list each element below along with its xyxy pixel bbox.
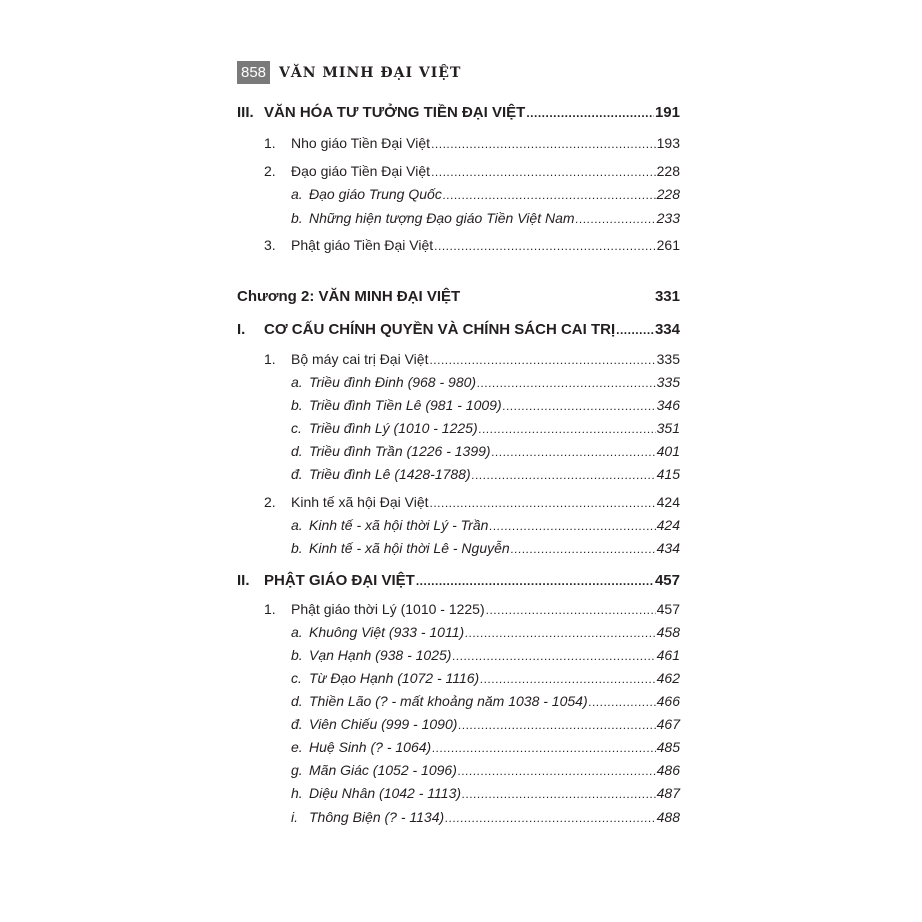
dot-leader [526,106,654,120]
dot-leader [480,672,655,686]
dot-leader [431,137,656,151]
toc-page: 335 [656,351,680,367]
toc-label: Huệ Sinh (? - 1064) [309,739,432,755]
toc-number: đ. [291,716,303,732]
toc-label: Đạo giáo Trung Quốc [309,186,442,202]
toc-number: 1. [264,601,276,617]
toc-label: Bộ máy cai trị Đại Việt [291,351,429,367]
toc-page: 457 [654,572,680,589]
dot-leader [462,787,656,801]
toc-number: đ. [291,466,303,482]
toc-section [237,321,680,338]
dot-leader [445,811,655,825]
toc-label: Khuông Việt (933 - 1011) [309,624,465,640]
toc-subitem [291,466,680,482]
toc-label: CƠ CẤU CHÍNH QUYỀN VÀ CHÍNH SÁCH CAI TRỊ [264,321,616,338]
toc-section [237,104,680,121]
toc-number: h. [291,785,303,801]
toc-subitem [291,762,680,778]
dot-leader [452,649,655,663]
toc-page: 466 [656,693,680,709]
toc-number: a. [291,624,303,640]
dot-leader [432,741,655,755]
toc-number: III. [237,104,254,121]
running-header [237,61,461,84]
toc-page: 191 [654,104,680,121]
toc-page: 434 [656,540,680,556]
toc-number: I. [237,321,246,338]
toc-label: Triều đình Lý (1010 - 1225) [309,420,478,436]
toc-page: 488 [656,809,680,825]
toc-subitem [291,809,680,825]
toc-number: 2. [264,494,276,510]
toc-page: 458 [656,624,680,640]
toc-number: b. [291,540,303,556]
toc-number: d. [291,443,303,459]
toc-label: Phật giáo Tiền Đại Việt [291,237,434,253]
dot-leader [479,422,656,436]
toc-page: 462 [656,670,680,686]
page-number-badge: 858 [237,61,270,84]
toc-page: 228 [656,186,680,202]
toc-label: Thiền Lão (? - mất khoảng năm 1038 - 1054) [309,693,588,709]
toc-number: 1. [264,351,276,367]
toc-subitem [291,716,680,732]
toc-page: 261 [656,237,680,253]
toc-page: 335 [656,374,680,390]
toc-label: Kinh tế - xã hội thời Lý - Trần [309,517,489,533]
toc-label: Triều đình Tiền Lê (981 - 1009) [309,397,502,413]
dot-leader [434,239,655,253]
toc-item [264,163,680,179]
toc-number: c. [291,420,302,436]
toc-number: 3. [264,237,276,253]
dot-leader [576,212,656,226]
toc-label: Diệu Nhân (1042 - 1113) [309,785,462,801]
toc-subitem [291,670,680,686]
dot-leader [589,695,656,709]
toc-number: 2. [264,163,276,179]
toc-subitem [291,420,680,436]
toc-page: 424 [656,494,680,510]
dot-leader [431,165,656,179]
toc-page: 228 [656,163,680,179]
toc-page: 486 [656,762,680,778]
toc-label: PHẬT GIÁO ĐẠI VIỆT [264,572,415,589]
toc-number: c. [291,670,302,686]
toc-label: Viên Chiếu (999 - 1090) [309,716,458,732]
toc-number: a. [291,517,303,533]
dot-leader [430,496,656,510]
dot-leader [458,718,655,732]
toc-page: 415 [656,466,680,482]
dot-leader [465,626,655,640]
dot-leader [477,376,656,390]
toc-page: 487 [656,785,680,801]
toc-label: Triều đình Đinh (968 - 980) [309,374,477,390]
toc-number: b. [291,210,303,226]
dot-leader [429,353,655,367]
dot-leader [486,603,656,617]
toc-number: b. [291,397,303,413]
toc-item [264,601,680,617]
dot-leader [616,323,654,337]
dot-leader [503,399,656,413]
dot-leader [443,188,656,202]
toc-label: Kinh tế - xã hội thời Lê - Nguyễn [309,540,510,556]
toc-subitem [291,739,680,755]
toc-subitem [291,647,680,663]
toc-subitem [291,785,680,801]
toc-subitem [291,397,680,413]
chapter-title: Chương 2: VĂN MINH ĐẠI VIỆT [237,288,461,305]
toc-page: 467 [656,716,680,732]
toc-section [237,572,680,589]
toc-page: 334 [654,321,680,338]
toc-number: g. [291,762,303,778]
toc-subitem [291,210,680,226]
toc-subitem [291,693,680,709]
toc-label: Từ Đạo Hạnh (1072 - 1116) [309,670,480,686]
toc-page: 457 [656,601,680,617]
toc-label: Triều đình Trần (1226 - 1399) [309,443,491,459]
toc-subitem [291,443,680,459]
toc-item [264,351,680,367]
toc-label: Kinh tế xã hội Đại Việt [291,494,429,510]
toc-page: 193 [656,135,680,151]
toc-item [264,135,680,151]
toc-number: II. [237,572,250,589]
toc-number: i. [291,809,298,825]
dot-leader [472,468,656,482]
toc-item [264,494,680,510]
toc-page: 424 [656,517,680,533]
toc-label: Mãn Giác (1052 - 1096) [309,762,457,778]
toc-number: d. [291,693,303,709]
toc-subitem [291,517,680,533]
toc-subitem [291,186,680,202]
toc-subitem [291,540,680,556]
toc-page: 331 [654,288,680,305]
dot-leader [458,764,656,778]
toc-label: Triều đình Lê (1428-1788) [309,466,471,482]
book-title: VĂN MINH ĐẠI VIỆT [279,64,462,81]
toc-page: 233 [656,210,680,226]
toc-page: 485 [656,739,680,755]
toc-number: e. [291,739,303,755]
toc-subitem [291,624,680,640]
toc-page: 346 [656,397,680,413]
toc-number: a. [291,374,303,390]
toc-chapter [237,288,680,305]
toc-number: 1. [264,135,276,151]
toc-page: 401 [656,443,680,459]
toc-label: VĂN HÓA TƯ TƯỞNG TIỀN ĐẠI VIỆT [264,104,526,121]
toc-page: 461 [656,647,680,663]
dot-leader [492,445,656,459]
toc-label: Đạo giáo Tiền Đại Việt [291,163,431,179]
toc-label: Phật giáo thời Lý (1010 - 1225) [291,601,485,617]
dot-leader [416,574,654,588]
toc-item [264,237,680,253]
toc-number: b. [291,647,303,663]
toc-label: Thông Biện (? - 1134) [309,809,445,825]
toc-label: Nho giáo Tiền Đại Việt [291,135,431,151]
toc-label: Vạn Hạnh (938 - 1025) [309,647,452,663]
toc-subitem [291,374,680,390]
toc-label: Những hiện tượng Đạo giáo Tiền Việt Nam [309,210,575,226]
dot-leader [489,519,655,533]
toc-page: 351 [656,420,680,436]
dot-leader [511,542,656,556]
toc-number: a. [291,186,303,202]
